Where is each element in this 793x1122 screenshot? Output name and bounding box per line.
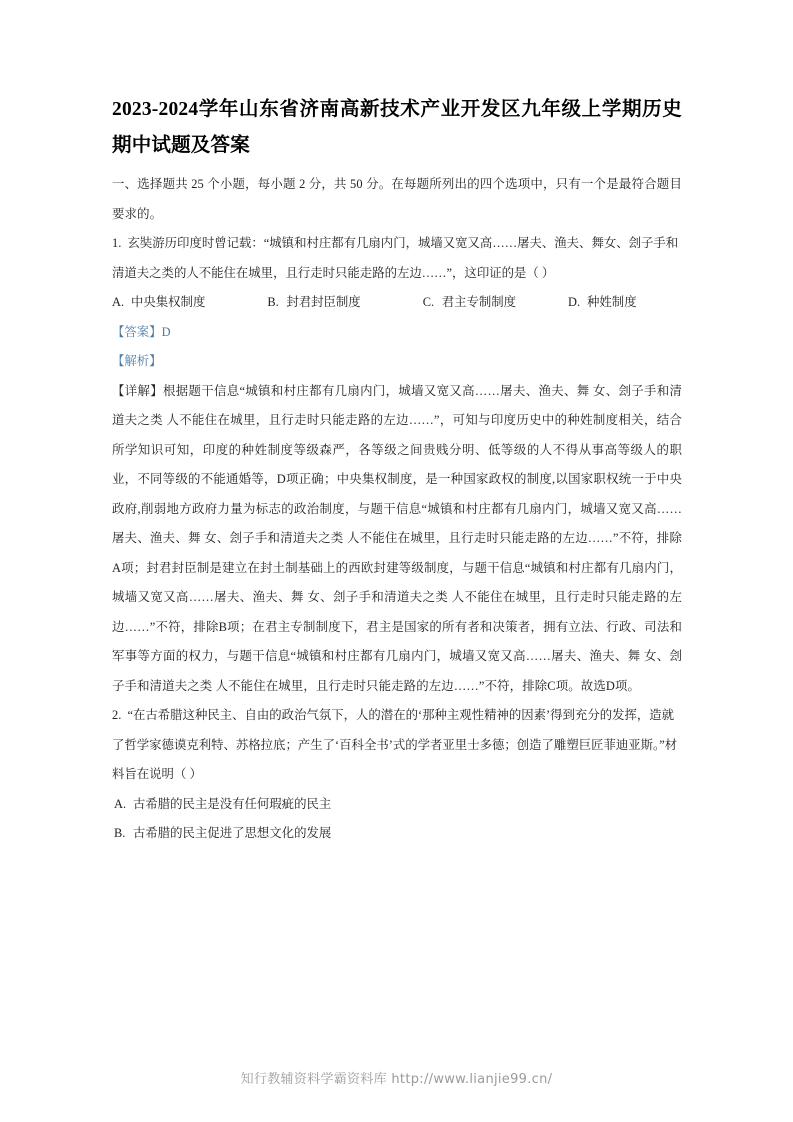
question-1-option-a-letter: A. (112, 295, 125, 309)
document-body (112, 92, 682, 849)
question-2-option-b-letter: B. (114, 826, 126, 840)
question-1-option-c[interactable] (423, 288, 516, 318)
answer-value: D (161, 324, 171, 339)
question-1-option-a-text: 中央集权制度 (131, 295, 206, 309)
page-title: 2023-2024学年山东省济南高新技术产业开发区九年级上学期历史期中试题及答案 (112, 99, 682, 156)
question-1-option-d-text: 种姓制度 (587, 295, 637, 309)
question-1-options (112, 288, 682, 318)
question-1-option-a[interactable] (112, 288, 205, 318)
question-2-stem (112, 701, 682, 790)
detail-text: 根据题干信息“城镇和村庄都有几扇内门，城墙又宽又高……屠夫、渔夫、舞 女、刽子手和清道夫之类 人不能住在城里，且行走时只能走路的左边……”，可知与印度历史中的种姓制度相关，结合所学知识可知，印度的种姓制度等级森严，各等级之间贵贱分明、低等级的人不得从事高等级人的职业，不同等级的不能通婚等，D项正确；中央集权制度，是一种国家政权的制度,以国家职权统一于中央政府,削弱地方政府力量为标志的政治制度，与题干信息“城镇和村庄都有几扇内门，城墙又宽又高……屠夫、渔夫、舞 女、刽子手和清道夫之类 人不能住在城里，且行走时只能走路的左边……”不符，排除A项；封君封臣制是建立在封土制基础上的西欧封建等级制度，与题干信息“城镇和村庄都有几扇内门，城墙又宽又高……屠夫、渔夫、舞 女、刽子手和清道夫之类 人不能住在城里，且行走时只能走路的左边……”不符，排除B项；在君主专制制度下，君主是国家的所有者和决策者，拥有立法、行政、司法和军事等方面的权力，与题干信息“城镇和村庄都有几扇内门，城墙又宽又高……屠夫、渔夫、舞 女、刽子手和清道夫之类 人不能住在城里，且行走时只能走路的左边……”不符，排除C项。故选D项。 (112, 383, 682, 693)
question-1-option-c-letter: C. (422, 295, 435, 309)
question-2-option-a-text: 古希腊的民主是没有任何瑕疵的民主 (133, 796, 332, 811)
detail-label: 【详解】 (112, 383, 164, 398)
question-2-option-b[interactable] (112, 819, 682, 849)
question-2-stem-text: “在古希腊这种民主、自由的政治气氛下，人的潜在的‘那种主观性精神的因素’得到充分的发挥，造就了哲学家德谟克利特、苏格拉底；产生了‘百科全书’式的学者亚里士多德；创造了雕塑巨匠菲迪亚斯。”材料旨在说明（ ） (112, 708, 678, 781)
question-1-detail (112, 377, 682, 702)
question-1-number: 1. (112, 236, 122, 250)
answer-label: 【答案】 (112, 324, 162, 339)
question-1-option-d[interactable] (568, 288, 637, 318)
question-2-option-a-letter: A. (114, 796, 127, 811)
question-1-option-b-text: 封君封臣制度 (286, 295, 361, 309)
question-1-stem (112, 229, 682, 288)
question-1-option-c-text: 君主专制制度 (441, 295, 517, 309)
question-2-option-b-text: 古希腊的民主促进了思想文化的发展 (133, 826, 332, 840)
question-2-number: 2. (112, 708, 122, 722)
question-1-stem-text: 玄奘游历印度时曾记载：“城镇和村庄都有几扇内门，城墙又宽又高……屠夫、渔夫、舞女、刽子手和清道夫之类的人不能住在城里，且行走时只能走路的左边……”，这印证的是（ ） (112, 236, 679, 280)
question-1-analysis-label: 【解析】 (112, 354, 162, 368)
question-1-option-b[interactable] (267, 288, 360, 318)
exam-instructions: 一、选择题共 25 个小题，每小题 2 分，共 50 分。在每题所列出的四个选项中，只有一个是最符合题目要求的。 (112, 177, 682, 221)
question-2-option-a[interactable] (112, 790, 682, 820)
question-1-option-d-letter: D. (568, 295, 581, 309)
footer-watermark: 知行教辅资料学霸资料库 http://www.lianjie99.cn/ (240, 1072, 553, 1087)
question-1-answer-line (112, 318, 682, 348)
question-1-option-b-letter: B. (267, 295, 279, 309)
